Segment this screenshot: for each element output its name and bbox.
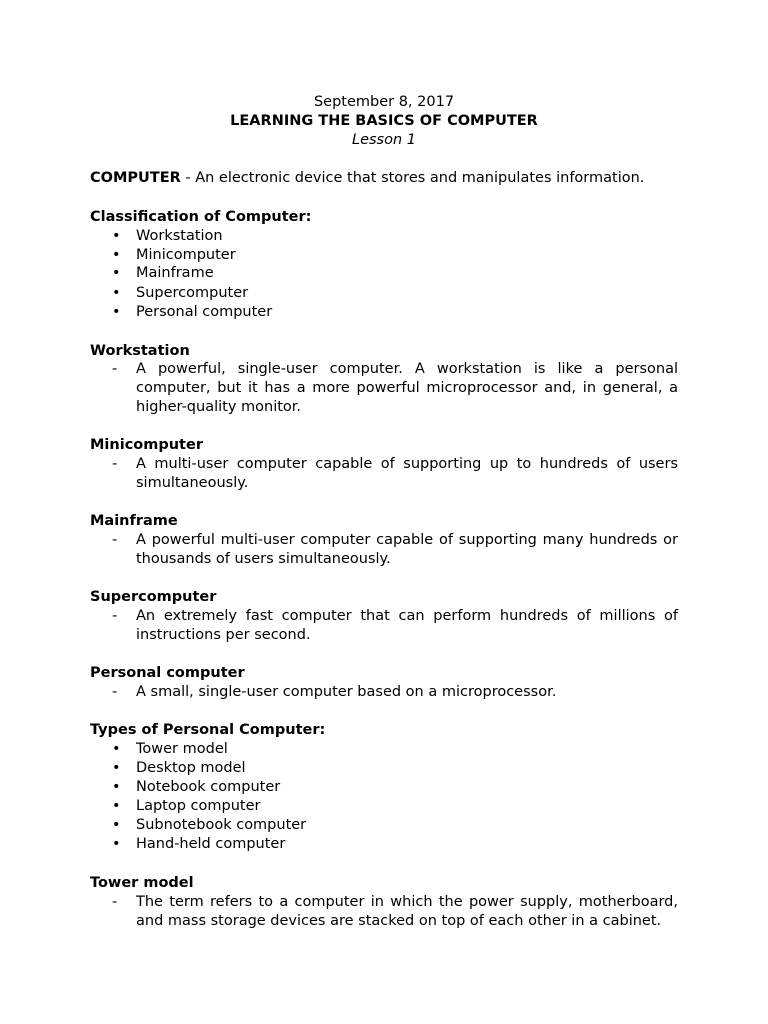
bullet-icon: • [112,798,121,814]
section-text-minicomputer: A multi-user computer capable of supporting up to hundreds of users simultaneously. [136,456,678,491]
list-item: Supercomputer [136,285,249,301]
bullet-icon: • [112,228,121,244]
section-text-personal-computer: A small, single-user computer based on a microprocessor. [136,684,557,700]
bullet-icon: • [112,741,121,757]
bullet-icon: • [112,817,121,833]
bullet-icon: • [112,779,121,795]
list-item: Workstation [136,228,223,244]
classification-heading: Classification of Computer: [90,209,312,225]
dash-marker: - [112,894,118,910]
section-heading-personal-computer: Personal computer [90,665,245,681]
document-title: LEARNING THE BASICS OF COMPUTER [230,113,538,129]
dash-marker: - [112,608,118,624]
types-heading: Types of Personal Computer: [90,722,326,738]
computer-definition [90,169,644,188]
section-heading-workstation: Workstation [90,343,190,359]
section-text-tower-model: The term refers to a computer in which the power supply, motherboard, and mass storage devices are stacked on top of each other in a cabinet. [136,894,678,929]
definition-text: - An electronic device that stores and manipulates information. [180,170,645,186]
list-item: Hand-held computer [136,836,286,852]
document-date: September 8, 2017 [313,94,455,110]
list-item: Tower model [136,741,228,757]
list-item: Laptop computer [136,798,261,814]
list-item: Mainframe [136,265,214,281]
dash-marker: - [112,684,118,700]
list-item: Notebook computer [136,779,281,795]
dash-marker: - [112,361,118,377]
section-text-workstation: A powerful, single-user computer. A workstation is like a personal computer, but it has a more powerful microprocessor and, in general, a higher-quality monitor. [136,361,678,415]
bullet-icon: • [112,304,121,320]
section-heading-supercomputer: Supercomputer [90,589,217,605]
definition-term: COMPUTER [90,170,181,186]
section-heading-mainframe: Mainframe [90,513,178,529]
dash-marker: - [112,532,118,548]
lesson-label: Lesson 1 [351,132,416,148]
list-item: Subnotebook computer [136,817,307,833]
bullet-icon: • [112,836,121,852]
list-item: Personal computer [136,304,273,320]
bullet-icon: • [112,285,121,301]
list-item: Desktop model [136,760,246,776]
list-item: Minicomputer [136,247,236,263]
bullet-icon: • [112,247,121,263]
section-text-mainframe: A powerful multi-user computer capable of supporting many hundreds or thousands of users simultaneously. [136,532,678,567]
section-heading-tower-model: Tower model [90,875,194,891]
section-heading-minicomputer: Minicomputer [90,437,203,453]
bullet-icon: • [112,265,121,281]
dash-marker: - [112,456,118,472]
section-text-supercomputer: An extremely fast computer that can perform hundreds of millions of instructions per second. [136,608,678,643]
bullet-icon: • [112,760,121,776]
